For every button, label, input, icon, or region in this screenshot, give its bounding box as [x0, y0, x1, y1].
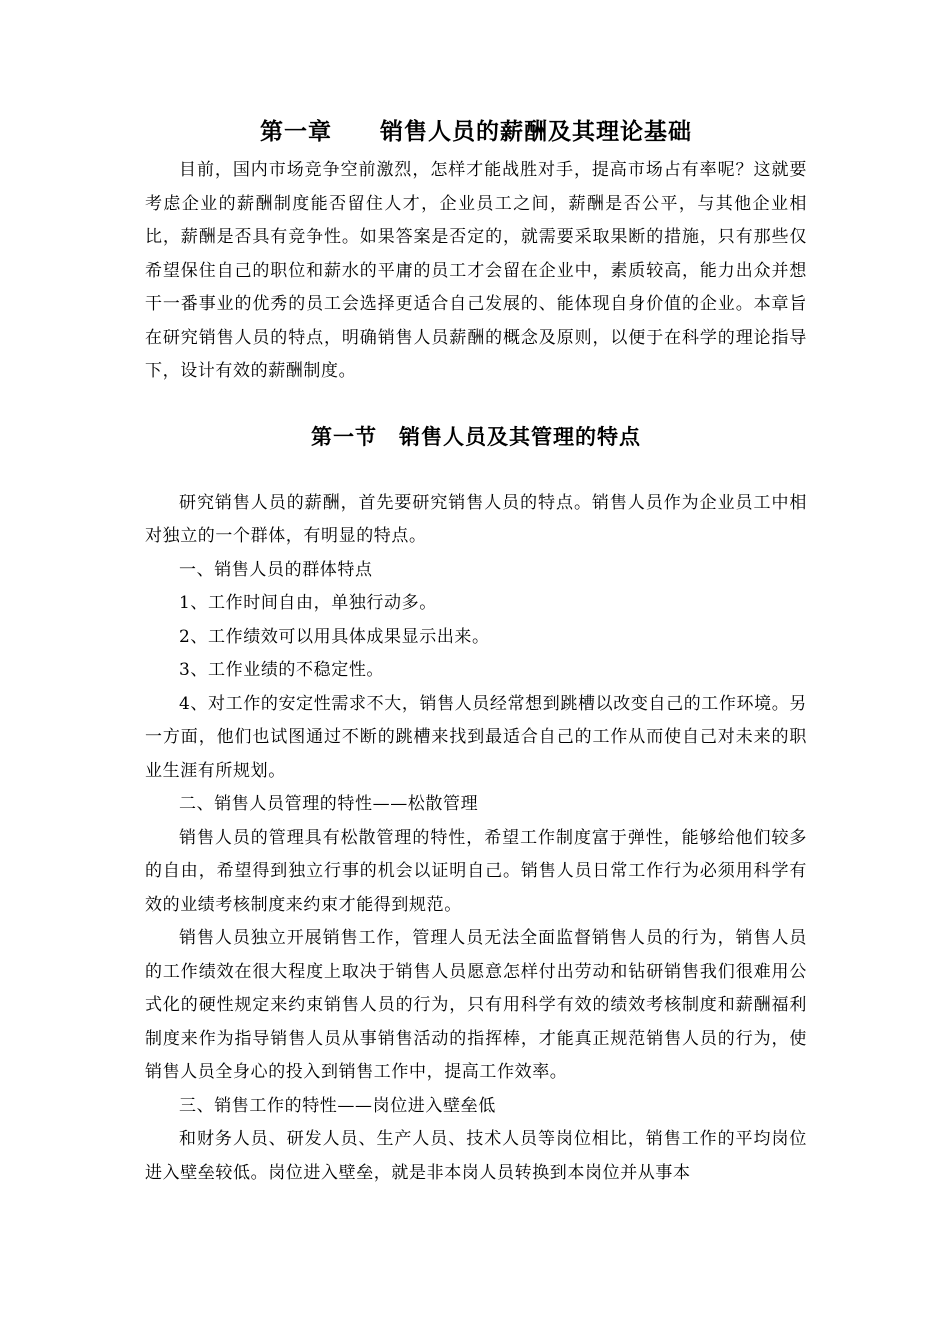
heading-entry-barrier: 三、销售工作的特性——岗位进入壁垒低: [179, 1095, 496, 1116]
document-body: [145, 112, 807, 1190]
paragraph-entry-barrier: 和财务人员、研发人员、生产人员、技术人员等岗位相比，销售工作的平均岗位进入壁垒较低。岗位进入壁垒，就是非本岗人员转换到本岗位并从事本: [145, 1129, 807, 1183]
heading-management-traits: 二、销售人员管理的特性——松散管理: [179, 794, 479, 814]
section-title: 第一节 销售人员及其管理的特点: [311, 423, 641, 449]
list-item-3: 3、工作业绩的不稳定性。: [179, 660, 385, 680]
heading-group-traits: 一、销售人员的群体特点: [179, 559, 373, 580]
list-item-4: 4、对工作的安定性需求不大，销售人员经常想到跳槽以改变自己的工作环境。另一方面，他们也试图通过不断的跳槽来找到最适合自己的工作从而使自己对未来的职业生涯有所规划。: [145, 693, 807, 781]
list-item-1: 1、工作时间自由，单独行动多。: [179, 593, 437, 613]
list-item-2: 2、工作绩效可以用具体成果显示出来。: [179, 626, 490, 647]
paragraph-intro-section: 研究销售人员的薪酬，首先要研究销售人员的特点。销售人员作为企业员工中相对独立的一个群体，有明显的特点。: [145, 492, 807, 546]
chapter-title: 第一章 销售人员的薪酬及其理论基础: [260, 118, 692, 145]
paragraph-management-2: 销售人员独立开展销售工作，管理人员无法全面监督销售人员的行为，销售人员的工作绩效在很大程度上取决于销售人员愿意怎样付出劳动和钻研销售我们很难用公式化的硬性规定来约束销售人员的行为，只有用科学有效的绩效考核制度和薪酬福利制度来作为指导销售人员从事销售活动的指挥棒，才能真正规范销售人员的行为，使销售人员全身心的投入到销售工作中，提高工作效率。: [145, 928, 807, 1082]
paragraph-management-1: 销售人员的管理具有松散管理的特性，希望工作制度富于弹性，能够给他们较多的自由，希望得到独立行事的机会以证明自己。销售人员日常工作行为必须用科学有效的业绩考核制度来约束才能得到规范。: [145, 827, 807, 915]
intro-paragraph: 目前，国内市场竞争空前激烈，怎样才能战胜对手，提高市场占有率呢？这就要考虑企业的薪酬制度能否留住人才，企业员工之间，薪酬是否公平，与其他企业相比，薪酬是否具有竞争性。如果答案是否定的，就需要采取果断的措施，只有那些仅希望保住自己的职位和薪水的平庸的员工才会留在企业中，素质较高，能力出众并想干一番事业的优秀的员工会选择更适合自己发展的、能体现自身价值的企业。本章旨在研究销售人员的特点，明确销售人员薪酬的概念及原则，以便于在科学的理论指导下，设计有效的薪酬制度。: [145, 160, 807, 381]
